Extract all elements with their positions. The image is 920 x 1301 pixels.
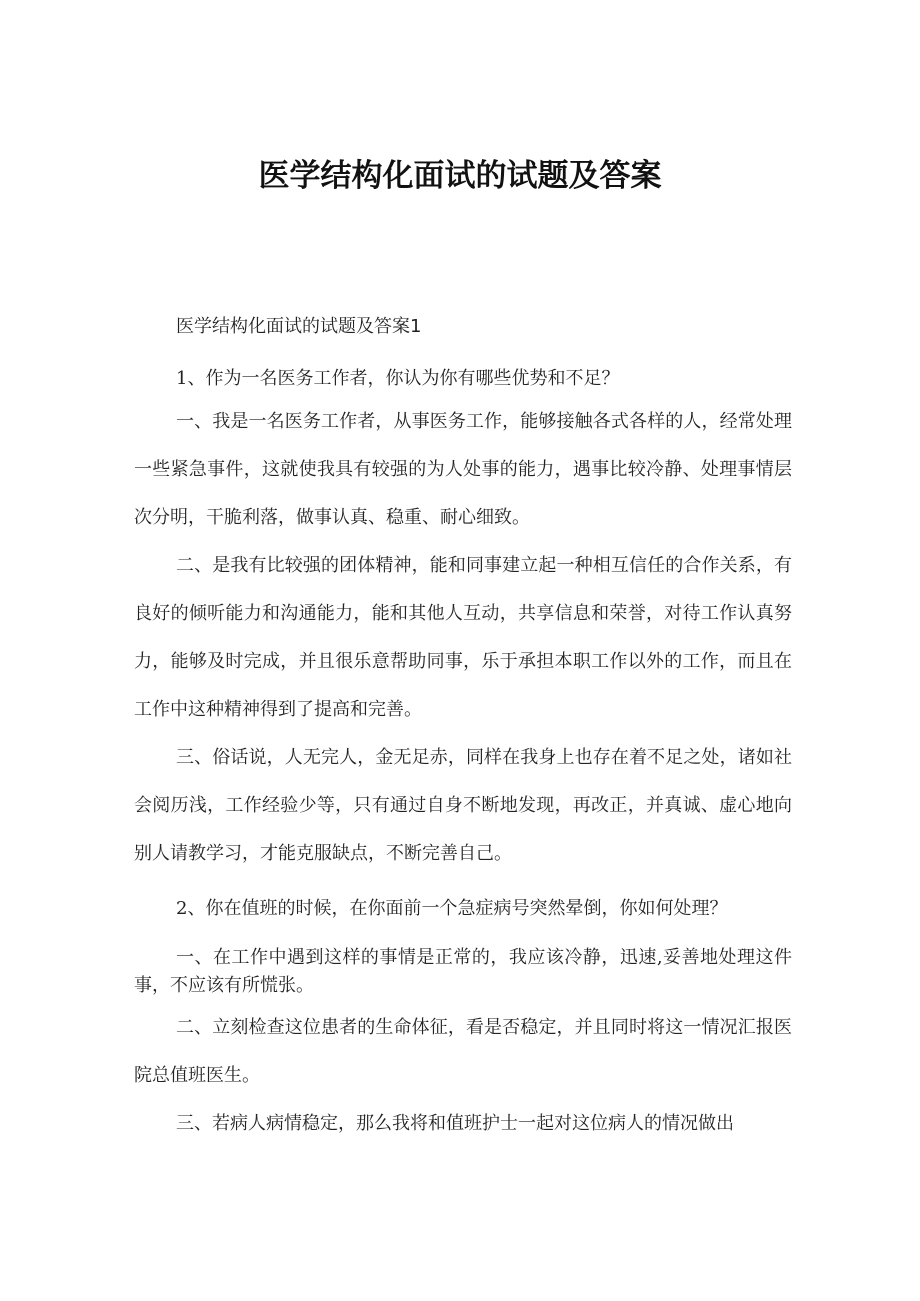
answer-2-1: 一、在工作中遇到这样的事情是正常的，我应该冷静，迅速,妥善地处理这件事，不应该有所慌张。	[134, 947, 792, 996]
answer-2-2: 二、立刻检查这位患者的生命体征，看是否稳定，并且同时将这一情况汇报医院总值班医生。	[134, 1017, 792, 1086]
document-title: 医学结构化面试的试题及答案	[258, 158, 662, 194]
answer-1-3: 三、俗话说，人无完人，金无足赤，同样在我身上也存在着不足之处，诸如社会阅历浅，工作经验少等，只有通过自身不断地发现，再改正，并真诚、虚心地向别人请教学习，才能克服缺点，不断完善自己。	[134, 747, 792, 864]
answer-1-2: 二、是我有比较强的团体精神，能和同事建立起一种相互信任的合作关系，有良好的倾听能力和沟通能力，能和其他人互动，共享信息和荣誉，对待工作认真努力，能够及时完成，并且很乐意帮助同事，乐于承担本职工作以外的工作，而且在工作中这种精神得到了提高和完善。	[134, 555, 792, 720]
answer-1-1: 一、我是一名医务工作者，从事医务工作，能够接触各式各样的人，经常处理一些紧急事件，这就使我具有较强的为人处事的能力，遇事比较冷静、处理事情层次分明，干脆利落，做事认真、稳重、耐心细致。	[134, 411, 792, 528]
question-1: 1、作为一名医务工作者，你认为你有哪些优势和不足？	[176, 368, 620, 389]
section-heading: 医学结构化面试的试题及答案1	[176, 316, 422, 337]
question-2: 2、你在值班的时候，在你面前一个急症病号突然晕倒，你如何处理？	[176, 898, 728, 919]
answer-2-3: 三、若病人病情稳定，那么我将和值班护士一起对这位病人的情况做出	[176, 1113, 734, 1134]
